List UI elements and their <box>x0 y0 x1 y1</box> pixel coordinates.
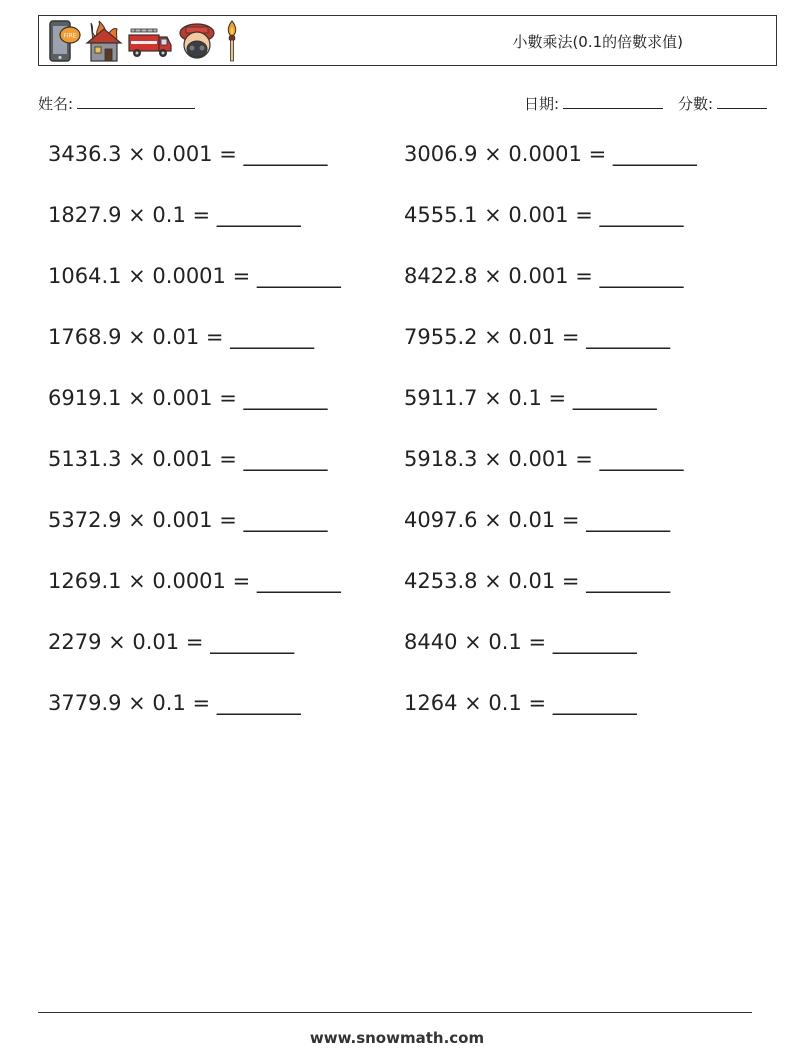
problem-item: 5372.9 × 0.001 = ________ <box>48 508 328 532</box>
phone-fire-call-icon <box>47 19 81 63</box>
score-blank[interactable] <box>717 94 767 109</box>
problem-item: 2279 × 0.01 = ________ <box>48 630 295 654</box>
problem-item: 1768.9 × 0.01 = ________ <box>48 325 315 349</box>
worksheet-header <box>38 15 777 66</box>
problem-item: 7955.2 × 0.01 = ________ <box>404 325 671 349</box>
svg-text:FIRE: FIRE <box>63 32 77 40</box>
problem-item: 6919.1 × 0.001 = ________ <box>48 386 328 410</box>
name-field <box>38 93 195 114</box>
fire-truck-icon <box>127 19 173 63</box>
problem-item: 3436.3 × 0.001 = ________ <box>48 142 328 166</box>
problem-item: 3779.9 × 0.1 = ________ <box>48 691 301 715</box>
worksheet-title: 小數乘法(0.1的倍數求值) <box>512 33 683 51</box>
problem-item: 5131.3 × 0.001 = ________ <box>48 447 328 471</box>
score-field <box>678 93 767 114</box>
problem-item: 5918.3 × 0.001 = ________ <box>404 447 684 471</box>
date-field <box>524 93 663 114</box>
burning-house-icon <box>85 19 123 63</box>
problem-item: 4555.1 × 0.001 = ________ <box>404 203 684 227</box>
problem-item: 8440 × 0.1 = ________ <box>404 630 637 654</box>
problem-item: 4253.8 × 0.01 = ________ <box>404 569 671 593</box>
matchstick-icon <box>221 19 243 63</box>
problem-item: 8422.8 × 0.001 = ________ <box>404 264 684 288</box>
footer-url[interactable]: www.snowmath.com <box>309 1029 485 1047</box>
problem-item: 1827.9 × 0.1 = ________ <box>48 203 301 227</box>
problem-item: 5911.7 × 0.1 = ________ <box>404 386 657 410</box>
name-label: 姓名: <box>38 95 74 113</box>
score-label: 分數: <box>678 95 714 113</box>
date-blank[interactable] <box>563 94 663 109</box>
footer-divider <box>38 1012 752 1013</box>
header-icons <box>47 18 247 64</box>
date-label: 日期: <box>524 95 560 113</box>
problem-item: 1264 × 0.1 = ________ <box>404 691 637 715</box>
firefighter-icon <box>177 19 217 63</box>
problem-item: 3006.9 × 0.0001 = ________ <box>404 142 697 166</box>
name-blank[interactable] <box>77 94 195 109</box>
problem-item: 1064.1 × 0.0001 = ________ <box>48 264 341 288</box>
problem-item: 1269.1 × 0.0001 = ________ <box>48 569 341 593</box>
problem-item: 4097.6 × 0.01 = ________ <box>404 508 671 532</box>
